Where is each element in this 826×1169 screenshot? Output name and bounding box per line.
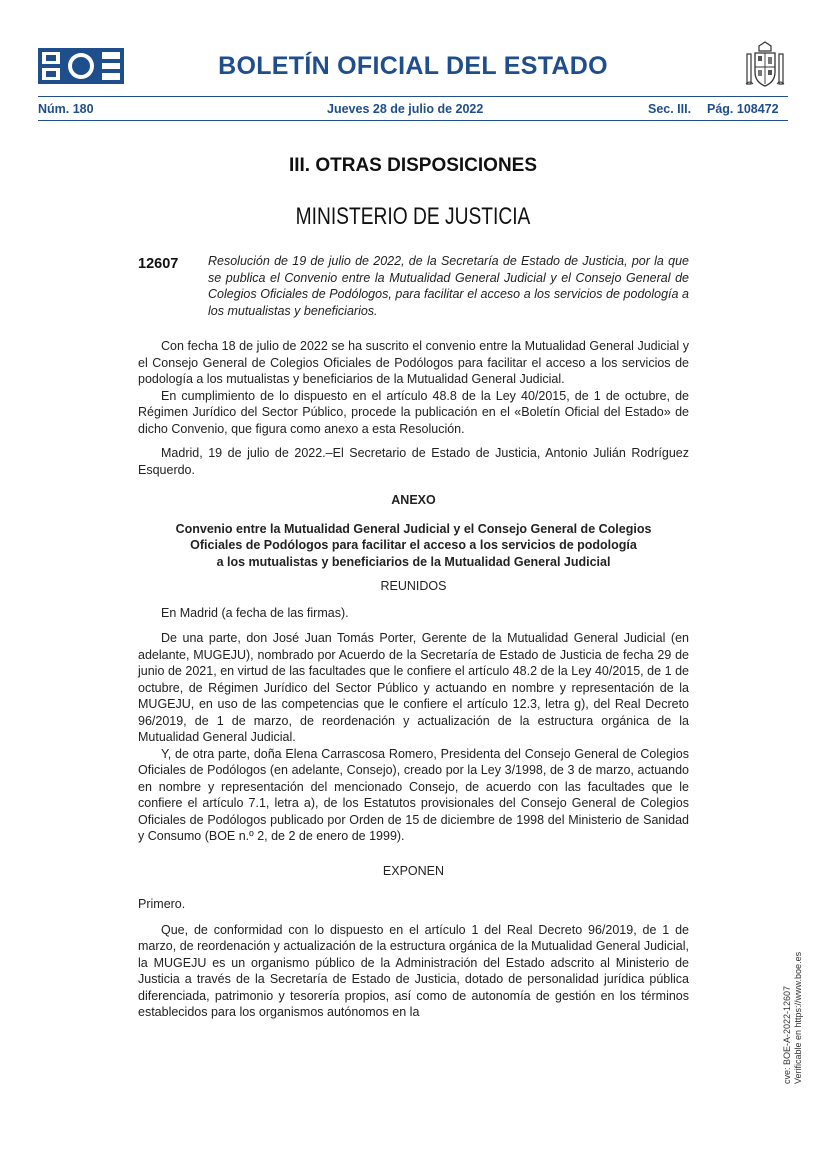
document-number: 12607	[138, 256, 179, 272]
ministry-name: MINISTERIO DE JUSTICIA	[295, 203, 531, 230]
convenio-title-line: Oficiales de Podólogos para facilitar el acceso a los servicios de podología	[190, 538, 637, 552]
paragraph: Con fecha 18 de julio de 2022 se ha suscrito el convenio entre la Mutualidad General Judicial y el Consejo General de Colegios Oficiales de Podólogos para facilitar el acceso a los servicios de podología a los mutualistas y beneficiarios de la Mutualidad General Judicial.	[138, 339, 689, 386]
issue-number: Núm. 180	[38, 102, 94, 116]
clause-heading: Primero.	[138, 897, 186, 911]
anexo-heading: ANEXO	[391, 493, 436, 507]
document-summary: Resolución de 19 de julio de 2022, de la Secretaría de Estado de Justicia, por la que se publica el Convenio entre la Mutualidad General Judicial y el Consejo General de Colegios Oficiales de Podólogos, para facilitar el acceso a los servicios de podología a los mutualistas y beneficiarios.	[208, 254, 689, 318]
boe-logo	[38, 48, 124, 84]
cve-code: cve: BOE-A-2022-12607	[782, 985, 792, 1084]
header-rule-top	[38, 96, 788, 97]
convenio-title-line: a los mutualistas y beneficiarios de la Mutualidad General Judicial	[216, 554, 611, 569]
spain-coat-of-arms-icon	[744, 40, 786, 90]
section-label: Sec. III.	[648, 102, 692, 116]
paragraph: Y, de otra parte, doña Elena Carrascosa Romero, Presidenta del Consejo General de Colegios Oficiales de Podólogos (en adelante, Consejo), creado por la Ley 3/1998, de 3 de marzo, actuando en nombre y representación del mencionado Consejo, de acuerdo con las facultades que le confiere el artículo 7.1, letra a), de los Estatutos provisionales del Consejo General de Colegios Oficiales de Podólogos publicado por Orden de 15 de diciembre de 1998 del Ministerio de Sanidad y Consumo (BOE n.º 2, de 2 de enero de 1999).	[138, 746, 689, 843]
paragraph: En cumplimiento de lo dispuesto en el artículo 48.8 de la Ley 40/2015, de 1 de octubre, de Régimen Jurídico del Sector Público, procede la publicación en el «Boletín Oficial del Estado» de dicho Convenio, que figura como anexo a esta Resolución.	[138, 388, 689, 436]
signature-paragraph: Madrid, 19 de julio de 2022.–El Secretario de Estado de Justicia, Antonio Julián Rodríguez Esquerdo.	[138, 446, 689, 477]
page-title: BOLETÍN OFICIAL DEL ESTADO	[218, 52, 608, 80]
document-body	[138, 338, 689, 1021]
paragraph: De una parte, don José Juan Tomás Porter, Gerente de la Mutualidad General Judicial (en adelante, MUGEJU), nombrado por Acuerdo de la Secretaría de Estado de Justicia de fecha 29 de junio de 2021, en virtud de las facultades que le confiere el artículo 48.2 de la Ley 40/2015, de 1 de octubre, de Régimen Jurídico del Sector Público y actuando en nombre y representación de la MUGEJU, en uso de las competencias que le confiere el artículo 12.3, letra g), del Real Decreto 96/2019, de 1 de marzo, de reordenación y actualización de la estructura orgánica de la Mutualidad General Judicial.	[138, 631, 689, 744]
verification-link[interactable]: Verificable en https://www.boe.es	[793, 951, 803, 1084]
page-number: Pág. 108472	[707, 102, 779, 116]
section-title: III. OTRAS DISPOSICIONES	[288, 155, 538, 176]
paragraph: En Madrid (a fecha de las firmas).	[161, 605, 349, 620]
paragraph: Que, de conformidad con lo dispuesto en el artículo 1 del Real Decreto 96/2019, de 1 de marzo, de reordenación y actualización de la estructura orgánica de la Mutualidad General Judicial, la MUGEJU es un organismo público de la Administración del Estado adscrito al Ministerio de Justicia a través de la Secretaría de Estado de Justicia, dotado de personalidad jurídica pública diferenciada, patrimonio y tesorería propios, así como de autonomía de gestión en los términos establecidos para los organismos autónomos en la	[138, 922, 689, 1019]
verification-sidebar	[782, 914, 804, 1084]
exponen-heading: EXPONEN	[382, 863, 445, 878]
issue-date: Jueves 28 de julio de 2022	[327, 102, 484, 116]
convenio-title-line: Convenio entre la Mutualidad General Judicial y el Consejo General de Colegios	[175, 521, 652, 536]
reunidos-heading: REUNIDOS	[380, 579, 447, 593]
header-rule-bottom	[38, 120, 788, 121]
